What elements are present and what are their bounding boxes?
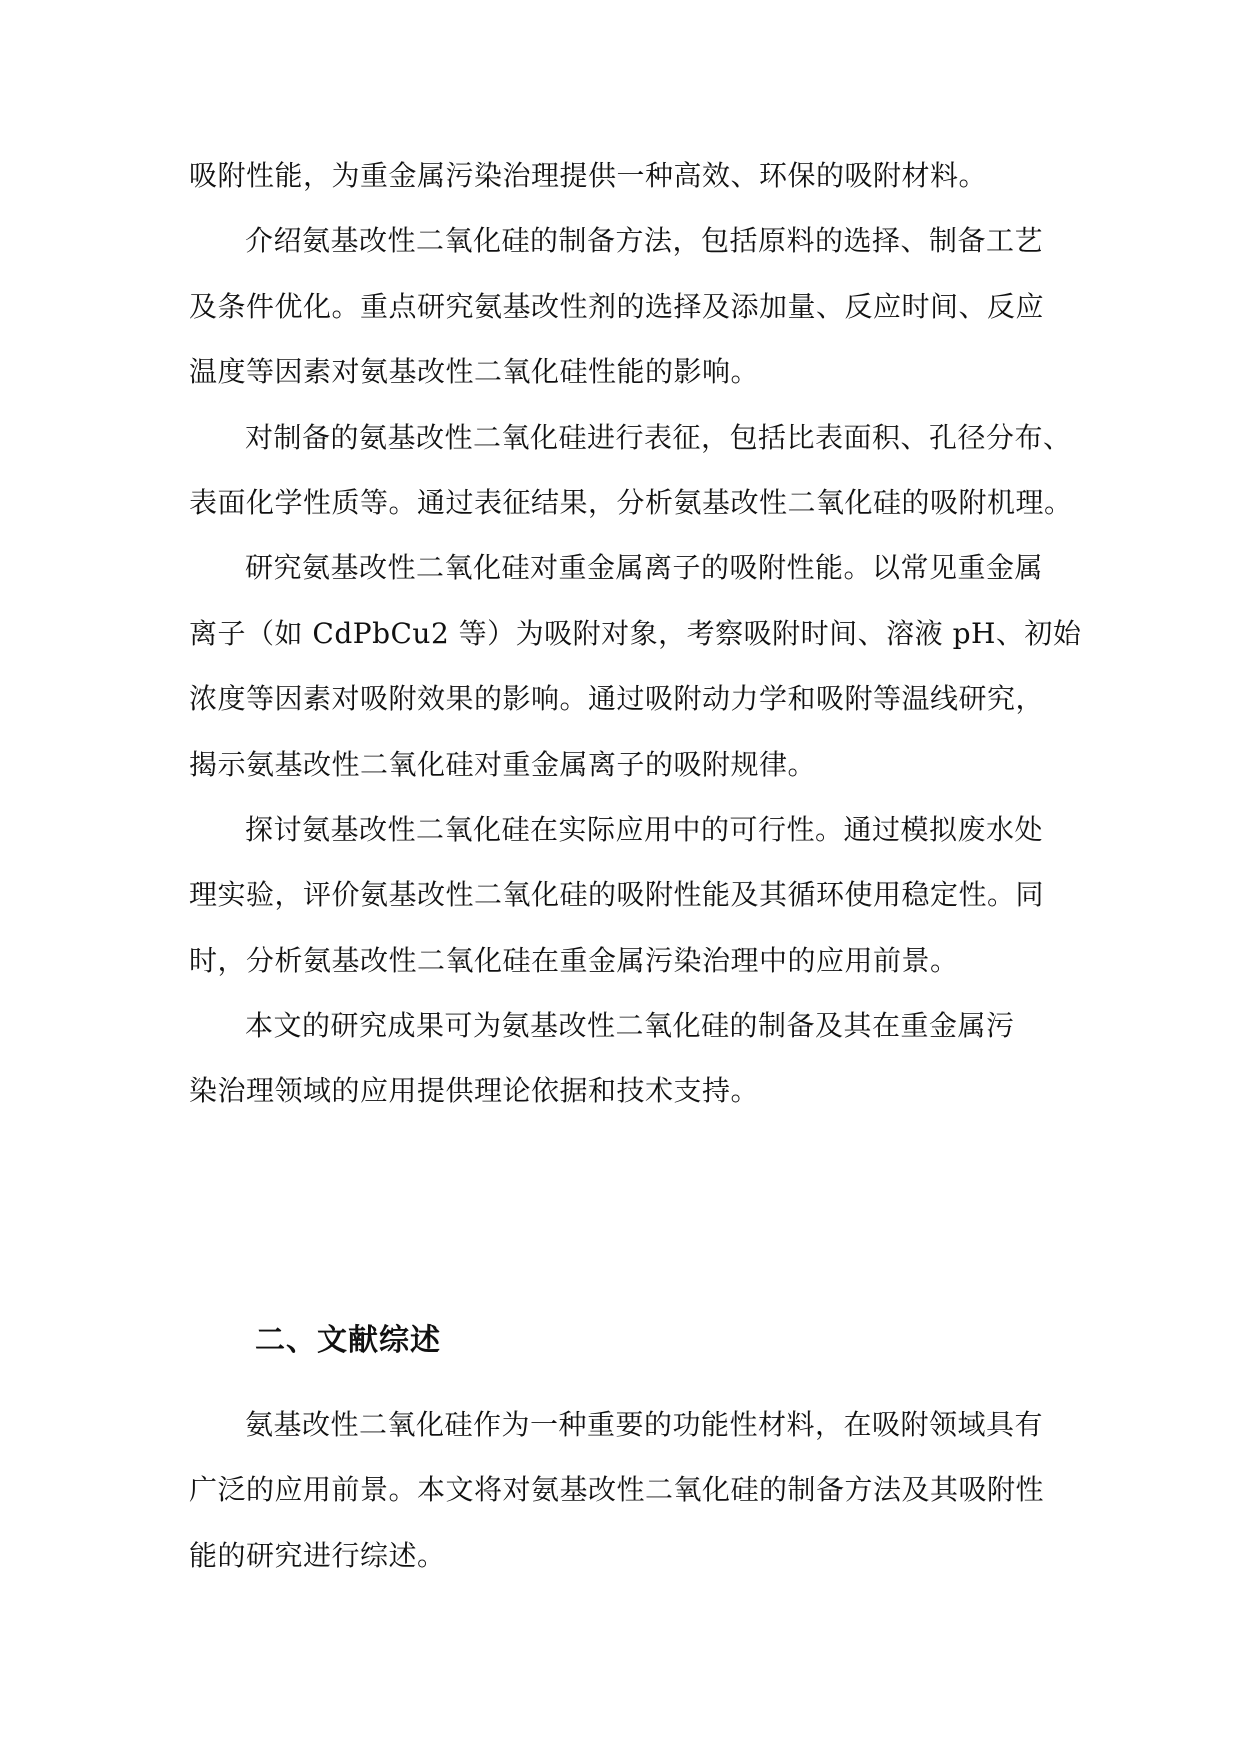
- text-line: 本文的研究成果可为氨基改性二氧化硅的制备及其在重金属污: [245, 1009, 1015, 1043]
- text-line: 探讨氨基改性二氧化硅在实际应用中的可行性。通过模拟废水处: [245, 812, 1044, 846]
- text-line: 对制备的氨基改性二氧化硅进行表征，包括比表面积、孔径分布、: [245, 420, 1072, 454]
- body-text-section-1: [189, 143, 1082, 1124]
- text-line: 研究氨基改性二氧化硅对重金属离子的吸附性能。以常见重金属: [245, 551, 1044, 585]
- text-line: 广泛的应用前景。本文将对氨基改性二氧化硅的制备方法及其吸附性: [189, 1473, 1045, 1507]
- text-line: 染治理领域的应用提供理论依据和技术支持。: [189, 1074, 760, 1108]
- text-line: 表面化学性质等。通过表征结果，分析氨基改性二氧化硅的吸附机理。: [189, 485, 1073, 519]
- text-line: 吸附性能，为重金属污染治理提供一种高效、环保的吸附材料。: [189, 159, 988, 192]
- text-line: 理实验，评价氨基改性二氧化硅的吸附性能及其循环使用稳定性。同: [189, 878, 1045, 912]
- text-line: 能的研究进行综述。: [189, 1538, 446, 1572]
- text-line: 介绍氨基改性二氧化硅的制备方法，包括原料的选择、制备工艺: [245, 224, 1044, 258]
- text-line: 揭示氨基改性二氧化硅对重金属离子的吸附规律。: [189, 747, 817, 781]
- text-line: 温度等因素对氨基改性二氧化硅性能的影响。: [189, 355, 760, 389]
- text-line: 离子（如 CdPbCu2 等）为吸附对象，考察吸附时间、溶液 pH、初始: [189, 616, 1082, 650]
- text-line: 及条件优化。重点研究氨基改性剂的选择及添加量、反应时间、反应: [189, 289, 1045, 323]
- text-line: 氨基改性二氧化硅作为一种重要的功能性材料，在吸附领域具有: [245, 1408, 1044, 1441]
- section-heading: 二、文献综述: [255, 1323, 441, 1358]
- text-line: 浓度等因素对吸附效果的影响。通过吸附动力学和吸附等温线研究，: [189, 682, 1045, 716]
- body-text-section-2: [189, 1392, 1069, 1588]
- text-line: 时，分析氨基改性二氧化硅在重金属污染治理中的应用前景。: [189, 943, 959, 977]
